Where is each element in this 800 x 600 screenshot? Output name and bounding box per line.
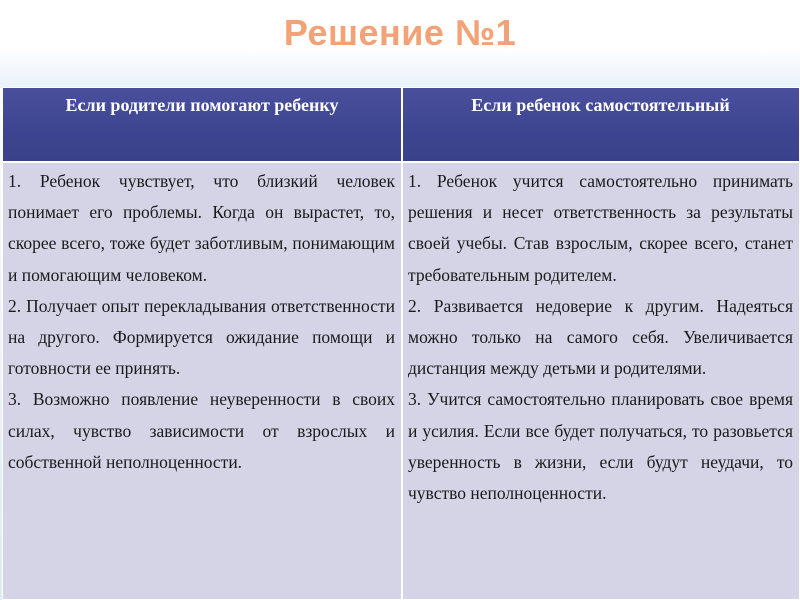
comparison-table	[2, 87, 800, 600]
header-cell-parents-help: Если родители помогают ребенку	[65, 95, 339, 115]
left-paragraph-1: 1. Ребенок чувствует, что близкий человек понимает его проблемы. Когда он вырастет, то, скорее всего, тоже будет заботливым, понимающим и помогающим человеком.	[8, 171, 395, 285]
header-cell-child-independent: Если ребенок самостоятельный	[471, 95, 730, 115]
right-paragraph-2: 2. Развивается недоверие к другим. Надеяться можно только на самого себя. Увеличивается дистанция между детьми и родителями.	[408, 295, 793, 379]
left-paragraph-2: 2. Получает опыт перекладывания ответственности на другого. Формируется ожидание помощи и готовности ее принять.	[8, 295, 395, 379]
right-paragraph-3: 3. Учится самостоятельно планировать свое время и усилия. Если все будет получаться, то разовьется уверенность в жизни, если будут неудачи, то чувство неполноценности.	[408, 389, 793, 504]
body-cell-parents-help	[3, 163, 401, 599]
left-paragraph-3: 3. Возможно появление неуверенности в своих силах, чувство зависимости от взрослых и собственной неполноценности.	[8, 389, 395, 472]
right-paragraph-1: 1. Ребенок учится самостоятельно принимать решения и несет ответственность за результаты своей учебы. Став взрослым, скорее всего, станет требовательным родителем.	[408, 171, 793, 285]
body-cell-child-independent	[403, 163, 799, 599]
slide-title: Решение №1	[283, 12, 517, 53]
